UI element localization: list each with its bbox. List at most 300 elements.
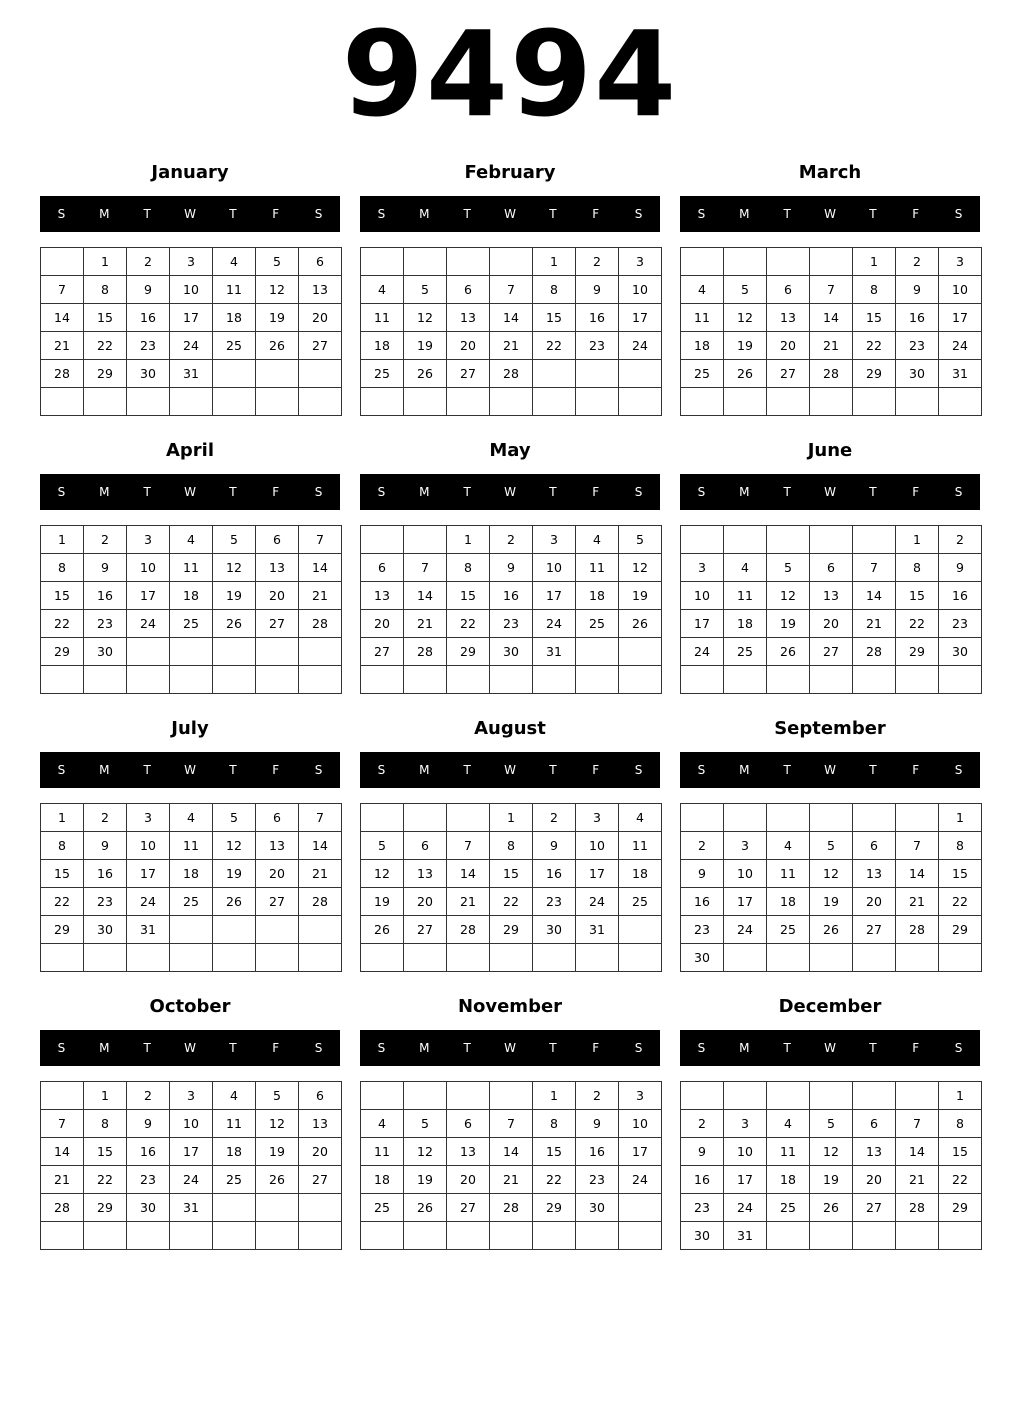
- weekday-header: W: [504, 207, 516, 221]
- day-cell: 19: [619, 582, 662, 610]
- day-cell: 4: [170, 804, 213, 832]
- day-cell: [447, 804, 490, 832]
- month-name: January: [151, 162, 229, 183]
- day-cell: 29: [896, 638, 939, 666]
- week-row: [361, 332, 662, 360]
- weekday-header-row: [40, 474, 340, 510]
- day-cell: 14: [299, 832, 342, 860]
- day-cell: 1: [939, 804, 982, 832]
- day-cell: [810, 1222, 853, 1250]
- day-cell: 26: [404, 1194, 447, 1222]
- day-cell: 13: [447, 1138, 490, 1166]
- day-cell: 2: [490, 526, 533, 554]
- weekday-header: S: [314, 207, 323, 221]
- weekday-header: T: [143, 763, 151, 777]
- day-cell: 20: [767, 332, 810, 360]
- day-cell: 23: [490, 610, 533, 638]
- day-cell: 6: [810, 554, 853, 582]
- day-cell: 8: [939, 832, 982, 860]
- weekday-header: S: [314, 485, 323, 499]
- day-cell: 13: [256, 832, 299, 860]
- day-cell: 2: [533, 804, 576, 832]
- day-cell: [213, 666, 256, 694]
- day-cell: 26: [767, 638, 810, 666]
- day-cell: [767, 1082, 810, 1110]
- day-cell: [127, 666, 170, 694]
- day-cell: [767, 248, 810, 276]
- day-cell: 28: [810, 360, 853, 388]
- day-cell: 18: [724, 610, 767, 638]
- day-cell: 26: [213, 610, 256, 638]
- weekday-header: W: [184, 763, 196, 777]
- day-cell: 22: [853, 332, 896, 360]
- day-cell: [576, 638, 619, 666]
- day-cell: [256, 360, 299, 388]
- day-cell: 10: [724, 1138, 767, 1166]
- day-cell: 10: [127, 554, 170, 582]
- day-cell: 12: [767, 582, 810, 610]
- day-cell: 6: [361, 554, 404, 582]
- day-cell: [127, 388, 170, 416]
- day-cell: 30: [127, 360, 170, 388]
- week-row: [41, 832, 342, 860]
- day-cell: 18: [361, 332, 404, 360]
- day-cell: 2: [576, 248, 619, 276]
- day-cell: [619, 638, 662, 666]
- day-cell: [896, 666, 939, 694]
- day-cell: [361, 1222, 404, 1250]
- day-cell: 4: [361, 276, 404, 304]
- day-cell: 7: [853, 554, 896, 582]
- day-cell: 9: [896, 276, 939, 304]
- day-cell: 13: [404, 860, 447, 888]
- day-cell: 5: [256, 1082, 299, 1110]
- day-cell: 4: [213, 248, 256, 276]
- day-cell: 17: [170, 304, 213, 332]
- weekday-header: S: [634, 763, 643, 777]
- day-cell: 9: [84, 554, 127, 582]
- day-cell: 24: [681, 638, 724, 666]
- weekday-header: W: [504, 485, 516, 499]
- day-cell: 31: [939, 360, 982, 388]
- week-row: [361, 554, 662, 582]
- weekday-header: T: [463, 763, 471, 777]
- day-cell: 26: [619, 610, 662, 638]
- day-cell: [810, 666, 853, 694]
- day-cell: [404, 804, 447, 832]
- day-cell: [619, 360, 662, 388]
- day-cell: 8: [533, 276, 576, 304]
- weekday-header: M: [419, 1041, 430, 1055]
- weekday-header: F: [272, 1041, 280, 1055]
- weekday-header: T: [229, 207, 237, 221]
- day-cell: [896, 1222, 939, 1250]
- day-cell: 5: [361, 832, 404, 860]
- day-cell: 27: [299, 332, 342, 360]
- week-row: [41, 332, 342, 360]
- day-cell: [810, 804, 853, 832]
- day-cell: 18: [213, 304, 256, 332]
- day-cell: 16: [490, 582, 533, 610]
- day-cell: 4: [170, 526, 213, 554]
- day-cell: 4: [681, 276, 724, 304]
- day-cell: 7: [299, 804, 342, 832]
- day-cell: 26: [810, 916, 853, 944]
- day-cell: [939, 944, 982, 972]
- week-row: [41, 276, 342, 304]
- day-cell: [299, 666, 342, 694]
- weekday-header: F: [592, 763, 600, 777]
- day-cell: [619, 944, 662, 972]
- day-cell: [41, 1222, 84, 1250]
- day-cell: 9: [576, 276, 619, 304]
- day-cell: 15: [939, 1138, 982, 1166]
- day-cell: 13: [853, 1138, 896, 1166]
- day-cell: 12: [619, 554, 662, 582]
- day-cell: 19: [213, 582, 256, 610]
- day-cell: 15: [41, 582, 84, 610]
- day-cell: [84, 666, 127, 694]
- weekday-header: W: [504, 763, 516, 777]
- day-cell: 26: [361, 916, 404, 944]
- weekday-header: S: [377, 485, 386, 499]
- day-cell: 16: [939, 582, 982, 610]
- day-cell: 16: [576, 304, 619, 332]
- day-cell: 19: [213, 860, 256, 888]
- day-cell: 29: [939, 916, 982, 944]
- day-cell: 29: [853, 360, 896, 388]
- week-row: [361, 804, 662, 832]
- day-cell: [576, 1222, 619, 1250]
- day-cell: 14: [896, 1138, 939, 1166]
- day-cell: 8: [939, 1110, 982, 1138]
- day-cell: 16: [127, 1138, 170, 1166]
- day-cell: 23: [84, 610, 127, 638]
- day-cell: [767, 944, 810, 972]
- day-cell: 3: [576, 804, 619, 832]
- week-row: [681, 248, 982, 276]
- day-cell: [256, 1194, 299, 1222]
- day-cell: 10: [170, 276, 213, 304]
- day-cell: 13: [767, 304, 810, 332]
- week-row: [41, 1166, 342, 1194]
- day-grid: [40, 247, 342, 416]
- weekday-header: T: [549, 207, 557, 221]
- day-cell: 26: [256, 1166, 299, 1194]
- day-cell: [896, 944, 939, 972]
- day-cell: 31: [533, 638, 576, 666]
- day-cell: 30: [939, 638, 982, 666]
- day-cell: 17: [127, 860, 170, 888]
- day-cell: 27: [361, 638, 404, 666]
- week-row: [681, 888, 982, 916]
- day-grid: [360, 1081, 662, 1250]
- weekday-header: S: [314, 763, 323, 777]
- day-cell: [447, 944, 490, 972]
- day-cell: [404, 666, 447, 694]
- day-grid: [40, 803, 342, 972]
- day-grid: [360, 803, 662, 972]
- weekday-header: S: [377, 763, 386, 777]
- day-cell: [213, 916, 256, 944]
- day-cell: 9: [490, 554, 533, 582]
- day-cell: 18: [681, 332, 724, 360]
- day-cell: 31: [170, 360, 213, 388]
- weekday-header-row: [360, 196, 660, 232]
- weekday-header: M: [739, 485, 750, 499]
- day-cell: 7: [299, 526, 342, 554]
- day-cell: [724, 944, 767, 972]
- day-grid: [360, 247, 662, 416]
- week-row: [41, 638, 342, 666]
- weekday-header: W: [184, 1041, 196, 1055]
- day-cell: 2: [681, 1110, 724, 1138]
- weekday-header: S: [954, 1041, 963, 1055]
- day-cell: 25: [170, 888, 213, 916]
- week-row: [41, 944, 342, 972]
- week-row: [681, 916, 982, 944]
- day-cell: [853, 1082, 896, 1110]
- day-cell: 24: [127, 610, 170, 638]
- day-cell: [939, 1222, 982, 1250]
- week-row: [361, 526, 662, 554]
- day-cell: 16: [681, 888, 724, 916]
- day-cell: [576, 666, 619, 694]
- day-cell: 9: [533, 832, 576, 860]
- day-cell: 9: [576, 1110, 619, 1138]
- weekday-header: F: [912, 763, 920, 777]
- day-grid: [680, 525, 982, 694]
- day-cell: 7: [447, 832, 490, 860]
- day-cell: 7: [896, 1110, 939, 1138]
- day-cell: 24: [127, 888, 170, 916]
- day-cell: [170, 666, 213, 694]
- weekday-header: T: [463, 207, 471, 221]
- day-cell: 11: [361, 304, 404, 332]
- day-cell: [41, 248, 84, 276]
- day-cell: 15: [896, 582, 939, 610]
- month-name: December: [778, 996, 882, 1017]
- day-cell: 27: [853, 916, 896, 944]
- day-cell: 27: [256, 888, 299, 916]
- day-cell: 22: [490, 888, 533, 916]
- day-cell: 29: [939, 1194, 982, 1222]
- weekday-header: F: [592, 485, 600, 499]
- day-cell: 3: [681, 554, 724, 582]
- day-cell: 7: [490, 1110, 533, 1138]
- weekday-header: W: [824, 485, 836, 499]
- week-row: [361, 916, 662, 944]
- day-cell: 11: [576, 554, 619, 582]
- day-cell: 29: [447, 638, 490, 666]
- day-cell: 15: [447, 582, 490, 610]
- month-name: October: [149, 996, 231, 1017]
- day-cell: [533, 360, 576, 388]
- week-row: [361, 304, 662, 332]
- weekday-header: F: [272, 485, 280, 499]
- day-cell: 15: [490, 860, 533, 888]
- day-cell: 13: [853, 860, 896, 888]
- weekday-header: T: [869, 1041, 877, 1055]
- day-cell: 5: [810, 1110, 853, 1138]
- day-cell: 24: [170, 1166, 213, 1194]
- weekday-header: M: [739, 207, 750, 221]
- week-row: [681, 388, 982, 416]
- day-cell: 24: [939, 332, 982, 360]
- weekday-header: T: [229, 1041, 237, 1055]
- day-cell: 19: [810, 1166, 853, 1194]
- day-cell: 22: [84, 332, 127, 360]
- day-cell: 3: [127, 804, 170, 832]
- day-cell: 28: [490, 360, 533, 388]
- day-cell: 12: [256, 1110, 299, 1138]
- day-cell: [533, 388, 576, 416]
- day-cell: 21: [896, 1166, 939, 1194]
- day-cell: 21: [447, 888, 490, 916]
- day-cell: 18: [170, 860, 213, 888]
- day-cell: 15: [84, 1138, 127, 1166]
- weekday-header: W: [504, 1041, 516, 1055]
- day-cell: [490, 1222, 533, 1250]
- day-cell: 17: [576, 860, 619, 888]
- day-cell: [939, 388, 982, 416]
- day-cell: [404, 248, 447, 276]
- week-row: [361, 388, 662, 416]
- weekday-header: S: [377, 1041, 386, 1055]
- week-row: [681, 666, 982, 694]
- day-cell: 25: [213, 1166, 256, 1194]
- day-cell: [447, 248, 490, 276]
- weekday-header-row: [680, 752, 980, 788]
- day-cell: 29: [490, 916, 533, 944]
- year-title: 9494: [341, 5, 679, 143]
- day-cell: 20: [447, 332, 490, 360]
- day-cell: 27: [447, 360, 490, 388]
- day-cell: [299, 1194, 342, 1222]
- day-cell: [619, 388, 662, 416]
- day-cell: 28: [490, 1194, 533, 1222]
- day-cell: [361, 388, 404, 416]
- weekday-header: F: [592, 1041, 600, 1055]
- day-cell: [681, 666, 724, 694]
- weekday-header-row: [360, 1030, 660, 1066]
- day-cell: 6: [853, 832, 896, 860]
- day-cell: 8: [84, 276, 127, 304]
- day-cell: 6: [447, 276, 490, 304]
- day-cell: 12: [810, 860, 853, 888]
- day-cell: [127, 1222, 170, 1250]
- day-cell: 19: [256, 1138, 299, 1166]
- day-cell: 23: [84, 888, 127, 916]
- day-cell: 2: [681, 832, 724, 860]
- day-cell: [853, 526, 896, 554]
- week-row: [41, 582, 342, 610]
- day-cell: 23: [127, 332, 170, 360]
- day-cell: [724, 388, 767, 416]
- week-row: [361, 1082, 662, 1110]
- day-grid: [40, 525, 342, 694]
- week-row: [361, 1222, 662, 1250]
- day-cell: 26: [724, 360, 767, 388]
- day-cell: 1: [896, 526, 939, 554]
- day-cell: 3: [619, 248, 662, 276]
- weekday-header: S: [377, 207, 386, 221]
- weekday-header: T: [143, 1041, 151, 1055]
- week-row: [361, 944, 662, 972]
- day-grid: [680, 1081, 982, 1250]
- week-row: [361, 638, 662, 666]
- day-cell: 20: [853, 888, 896, 916]
- weekday-header-row: [680, 196, 980, 232]
- day-cell: 30: [533, 916, 576, 944]
- day-cell: [810, 388, 853, 416]
- day-cell: 11: [767, 1138, 810, 1166]
- day-cell: 6: [299, 248, 342, 276]
- week-row: [41, 1110, 342, 1138]
- day-cell: [896, 388, 939, 416]
- day-cell: [361, 248, 404, 276]
- day-cell: 20: [299, 1138, 342, 1166]
- weekday-header: T: [463, 485, 471, 499]
- week-row: [681, 860, 982, 888]
- weekday-header: S: [634, 485, 643, 499]
- weekday-header: F: [592, 207, 600, 221]
- day-cell: 18: [767, 1166, 810, 1194]
- day-cell: 13: [299, 276, 342, 304]
- day-cell: 6: [256, 804, 299, 832]
- week-row: [41, 1138, 342, 1166]
- weekday-header: S: [954, 485, 963, 499]
- day-cell: 11: [361, 1138, 404, 1166]
- weekday-header: M: [739, 1041, 750, 1055]
- weekday-header: S: [697, 485, 706, 499]
- month-name: November: [457, 996, 563, 1017]
- day-cell: 17: [170, 1138, 213, 1166]
- weekday-header: M: [419, 207, 430, 221]
- day-cell: [619, 1222, 662, 1250]
- day-cell: [256, 638, 299, 666]
- day-cell: 31: [127, 916, 170, 944]
- week-row: [41, 1222, 342, 1250]
- day-grid: [680, 247, 982, 416]
- week-row: [41, 360, 342, 388]
- day-cell: 6: [447, 1110, 490, 1138]
- day-cell: 25: [576, 610, 619, 638]
- day-cell: 4: [724, 554, 767, 582]
- day-cell: 21: [299, 860, 342, 888]
- day-cell: 13: [299, 1110, 342, 1138]
- day-cell: 17: [127, 582, 170, 610]
- day-cell: [256, 916, 299, 944]
- day-cell: 27: [404, 916, 447, 944]
- day-cell: 20: [256, 582, 299, 610]
- day-cell: 7: [490, 276, 533, 304]
- day-cell: [619, 1194, 662, 1222]
- day-cell: [41, 388, 84, 416]
- day-cell: 14: [41, 304, 84, 332]
- week-row: [41, 666, 342, 694]
- day-cell: 17: [724, 888, 767, 916]
- day-cell: [767, 1222, 810, 1250]
- day-cell: 23: [533, 888, 576, 916]
- weekday-header: M: [99, 763, 110, 777]
- day-cell: 28: [896, 1194, 939, 1222]
- day-cell: 23: [127, 1166, 170, 1194]
- day-cell: 12: [213, 832, 256, 860]
- weekday-header: S: [634, 1041, 643, 1055]
- day-cell: 1: [533, 1082, 576, 1110]
- day-cell: [767, 526, 810, 554]
